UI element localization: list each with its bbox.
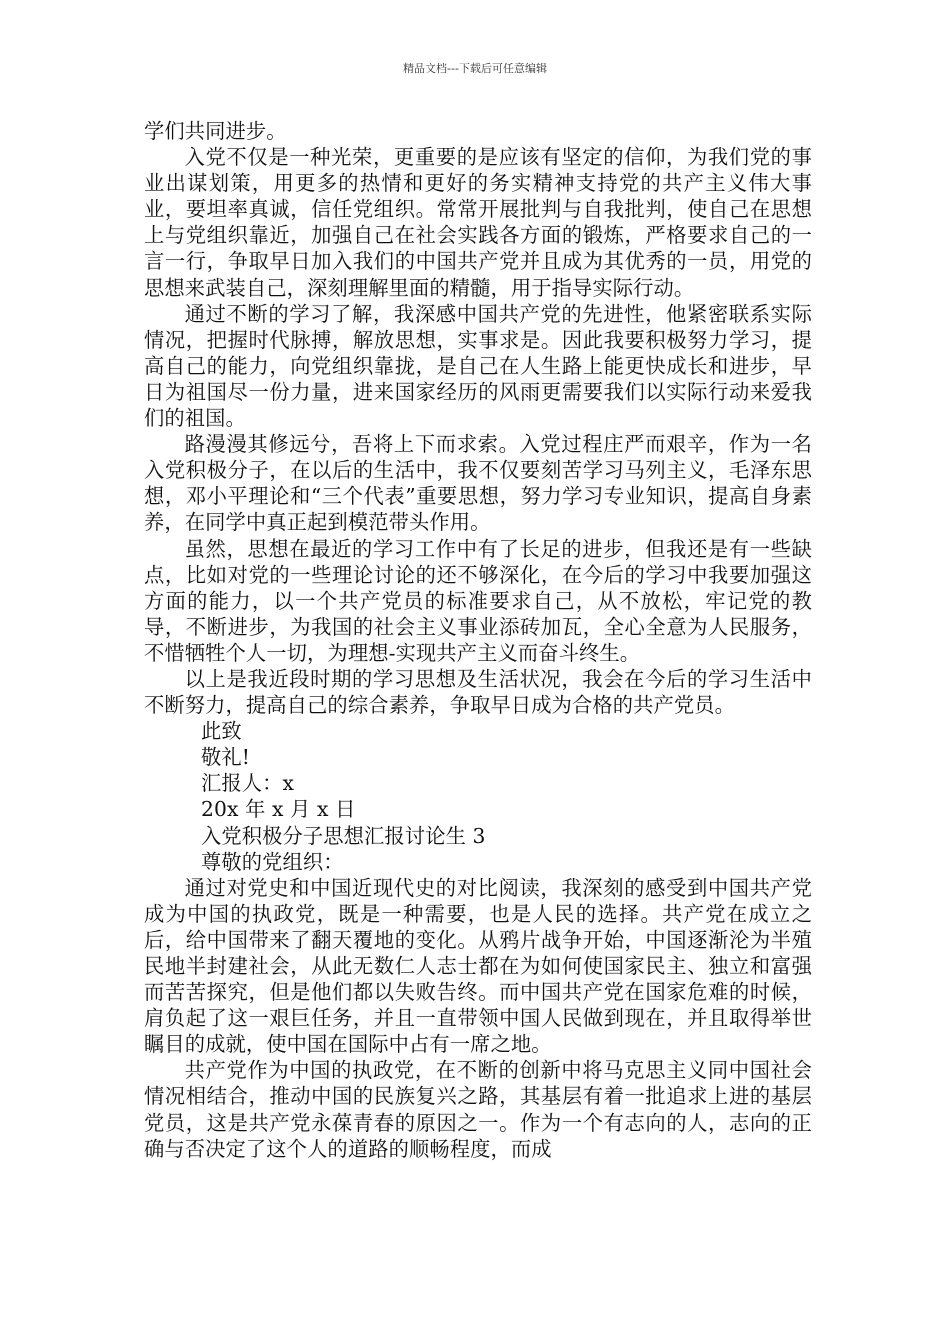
report-date: 20x 年 x 月 x 日 <box>201 797 356 822</box>
closing-salutation: 此致 <box>201 719 242 744</box>
section-title: 入党积极分子思想汇报讨论生 3 <box>201 823 486 848</box>
paragraph-continuation: 学们共同进步。 <box>144 119 287 143</box>
paragraph-faith: 入党不仅是一种光荣，更重要的是应该有坚定的信仰，为我们党的事业出谋划策，用更多的热情和更好的务实精神支持党的共产主义伟大事业，要坦率真诚，信任党组织。常常开展批判与自我批判，使自己在思想上与党组织靠近，加强自己在社会实践各方面的锻炼，严格要求自己的一言一行，争取早日加入我们的中国共产党并且成为其优秀的一员，用党的思想来武装自己，深刻理解里面的精髓，用于指导实际行动。 <box>144 145 812 300</box>
page-header: 精品文档---下载后可任意编辑 <box>403 62 547 75</box>
paragraph-study: 通过不断的学习了解，我深感中国共产党的先进性，他紧密联系实际情况，把握时代脉搏，解放思想，实事求是。因此我要积极努力学习，提高自己的能力，向党组织靠拢，是自己在人生路上能更快成长和进步，早日为祖国尽一份力量，进来国家经历的风雨更需要我们以实际行动来爱我们的祖国。 <box>144 301 812 431</box>
paragraph-pursuit: 路漫漫其修远兮，吾将上下而求索。入党过程庄严而艰辛，作为一名入党积极分子，在以后的生活中，我不仅要刻苦学习马列主义，毛泽东思想，邓小平理论和“三个代表”重要思想，努力学习专业知识，提高自身素养，在同学中真正起到模范带头作用。 <box>144 432 812 535</box>
paragraph-ruling-party: 共产党作为中国的执政党，在不断的创新中将马克思主义同中国社会情况相结合，推动中国的民族复兴之路，其基层有着一批追求上进的基层党员，这是共产党永葆青春的原因之一。作为一个有志向的人，志向的正确与否决定了这个人的道路的顺畅程度，而成 <box>144 1058 812 1161</box>
closing-regards: 敬礼! <box>201 745 251 770</box>
paragraph-shortcomings: 虽然，思想在最近的学习工作中有了长足的进步，但我还是有一些缺点，比如对党的一些理论讨论的还不够深化，在今后的学习中我要加强这方面的能力，以一个共产党员的标准要求自己，从不放松，牢记党的教导，不断进步，为我国的社会主义事业添砖加瓦，全心全意为人民服务，不惜牺牲个人一切，为理想-实现共产主义而奋斗终生。 <box>144 536 812 665</box>
greeting: 尊敬的党组织： <box>201 849 344 874</box>
paragraph-summary: 以上是我近段时期的学习思想及生活状况，我会在今后的学习生活中不断努力，提高自己的综合素养，争取早日成为合格的共产党员。 <box>144 666 812 718</box>
document-body <box>144 118 812 1162</box>
reporter-name: 汇报人：x <box>201 771 295 796</box>
paragraph-history: 通过对党史和中国近现代史的对比阅读，我深刻的感受到中国共产党成为中国的执政党，既是一种需要，也是人民的选择。共产党在成立之后，给中国带来了翻天覆地的变化。从鸦片战争开始，中国逐渐沦为半殖民地半封建社会，从此无数仁人志士都在为如何使国家民主、独立和富强而苦苦探究，但是他们都以失败告终。而中国共产党在国家危难的时候，肩负起了这一艰巨任务，并且一直带领中国人民做到现在，并且取得举世瞩目的成就，使中国在国际中占有一席之地。 <box>144 875 812 1057</box>
